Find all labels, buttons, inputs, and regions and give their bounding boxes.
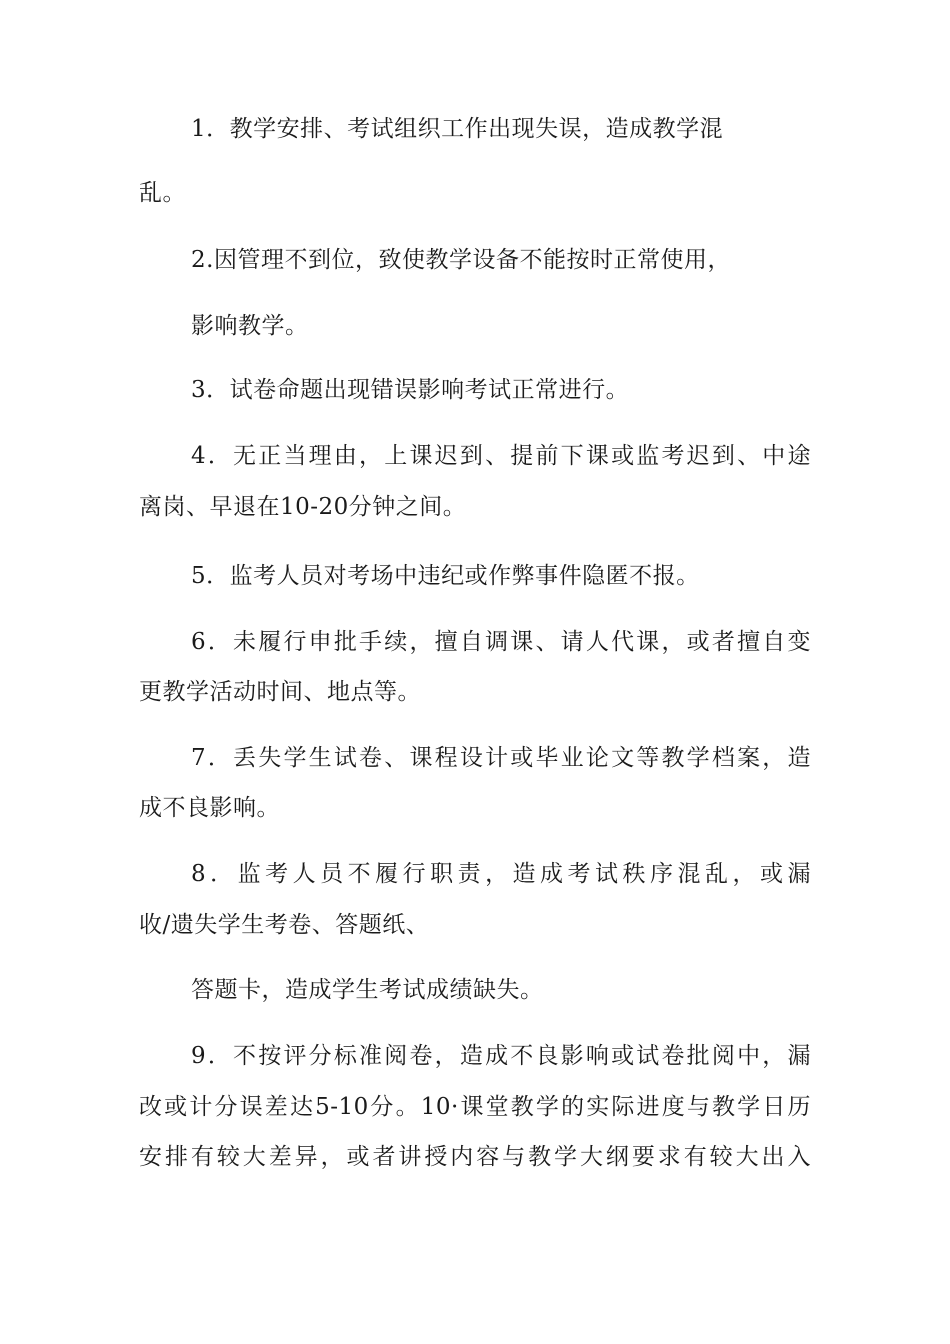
- item-1-line-1: 1．教学安排、考试组织工作出现失误，造成教学混: [191, 116, 724, 142]
- item-2-line-2: 影响教学。: [191, 313, 309, 339]
- item-2-line-1: 2.因管理不到位，致使教学设备不能按时正常使用，: [191, 247, 731, 273]
- item-5-line-1: 5．监考人员对考场中违纪或作弊事件隐匿不报。: [191, 563, 700, 589]
- item-4-line-1: 4．无正当理由，上课迟到、提前下课或监考迟到、中途: [191, 443, 811, 469]
- item-1-line-2: 乱。: [139, 180, 186, 206]
- item-7-line-2: 成不良影响。: [139, 795, 280, 821]
- item-8-line-3: 答题卡，造成学生考试成绩缺失。: [191, 977, 544, 1003]
- item-3-line-1: 3．试卷命题出现错误影响考试正常进行。: [191, 377, 630, 403]
- item-6-line-1: 6．未履行申批手续，擅自调课、请人代课，或者擅自变: [191, 629, 811, 655]
- item-8-line-1: 8．监考人员不履行职责，造成考试秩序混乱，或漏: [191, 861, 811, 887]
- item-8-line-2: 收/遗失学生考卷、答题纸、: [139, 912, 430, 938]
- item-10-line-1: 安排有较大差异，或者讲授内容与教学大纲要求有较大出入: [139, 1144, 811, 1170]
- item-6-line-2: 更教学活动时间、地点等。: [139, 679, 421, 705]
- item-9-line-1: 9．不按评分标准阅卷，造成不良影响或试卷批阅中，漏: [191, 1043, 811, 1069]
- item-9-line-2: 改或计分误差达5-10分。10·课堂教学的实际进度与教学日历: [139, 1094, 811, 1120]
- item-7-line-1: 7．丢失学生试卷、课程设计或毕业论文等教学档案，造: [191, 745, 811, 771]
- item-4-line-2: 离岗、早退在10-20分钟之间。: [139, 494, 467, 520]
